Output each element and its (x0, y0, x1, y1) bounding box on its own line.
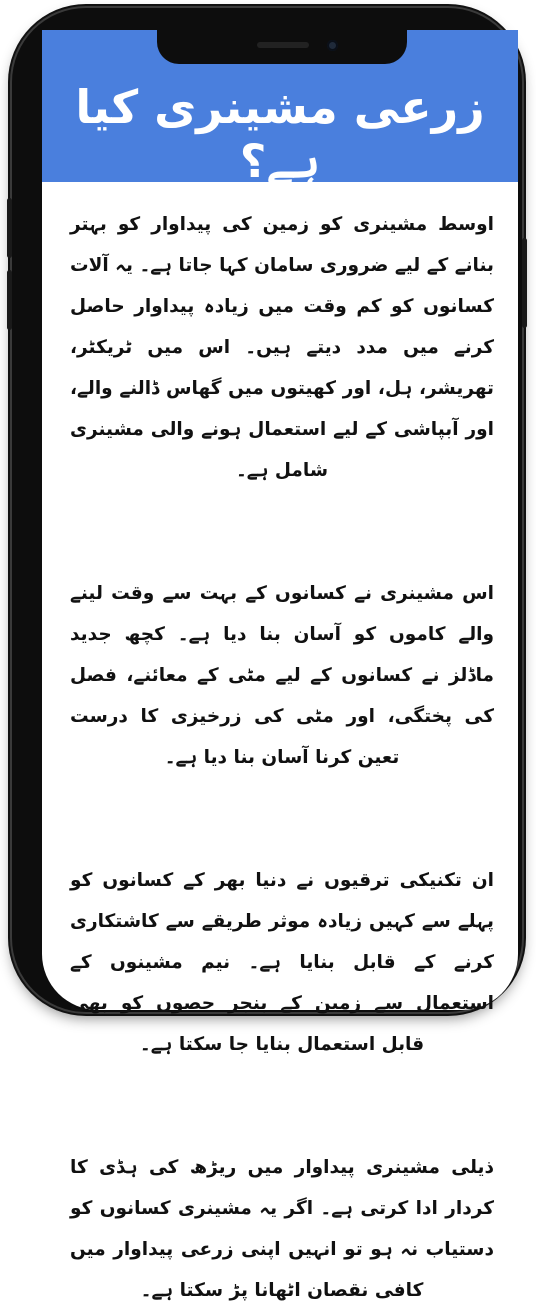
article-body (70, 204, 494, 1311)
paragraph-1: اوسط مشینری کو زمین کی پیداوار کو بہتر بنانے کے لیے ضروری سامان کہا جاتا ہے۔ یہ آلات کسانوں کو کم وقت میں زیادہ پیداوار حاصل کرنے میں مدد دیتے ہیں۔ اس میں ٹریکٹر، تھریشر، ہل، اور کھیتوں میں گھاس ڈالنے والے، اور آبپاشی کے لیے استعمال ہونے والی مشینری شامل ہے۔ (70, 214, 494, 481)
volume-button-lower (7, 270, 12, 330)
phone-screen[interactable] (42, 30, 518, 1301)
front-camera-icon (327, 40, 338, 51)
phone-notch (157, 30, 407, 64)
phone-frame (12, 8, 522, 1301)
paragraph-2: اس مشینری نے کسانوں کے بہت سے وقت لینے والے کاموں کو آسان بنا دیا ہے۔ کچھ جدید ماڈلز نے کسانوں کے لیے مٹی کے معائنے، فصل کی پختگی، اور مٹی کی زرخیزی کا درست تعین کرنا آسان بنا دیا ہے۔ (70, 583, 494, 768)
speaker-grille (257, 42, 309, 48)
volume-button (7, 198, 12, 258)
page-title: زرعی مشینری کیا ہے؟ (75, 80, 485, 188)
power-button (522, 238, 527, 328)
paragraph-3: ان تکنیکی ترقیوں نے دنیا بھر کے کسانوں کو پہلے سے کہیں زیادہ موثر طریقے سے کاشتکاری کرنے کے قابل بنایا ہے۔ نیم مشینوں کے استعمال سے زمین کے بنجر حصوں کو بھی قابل استعمال بنایا جا سکتا ہے۔ (70, 870, 494, 1055)
paragraph-4: ذیلی مشینری پیداوار میں ریڑھ کی ہڈی کا کردار ادا کرتی ہے۔ اگر یہ مشینری کسانوں کو دستیاب نہ ہو تو انہیں اپنی زرعی پیداوار میں کافی نقصان اٹھانا پڑ سکتا ہے۔ (70, 1157, 494, 1301)
